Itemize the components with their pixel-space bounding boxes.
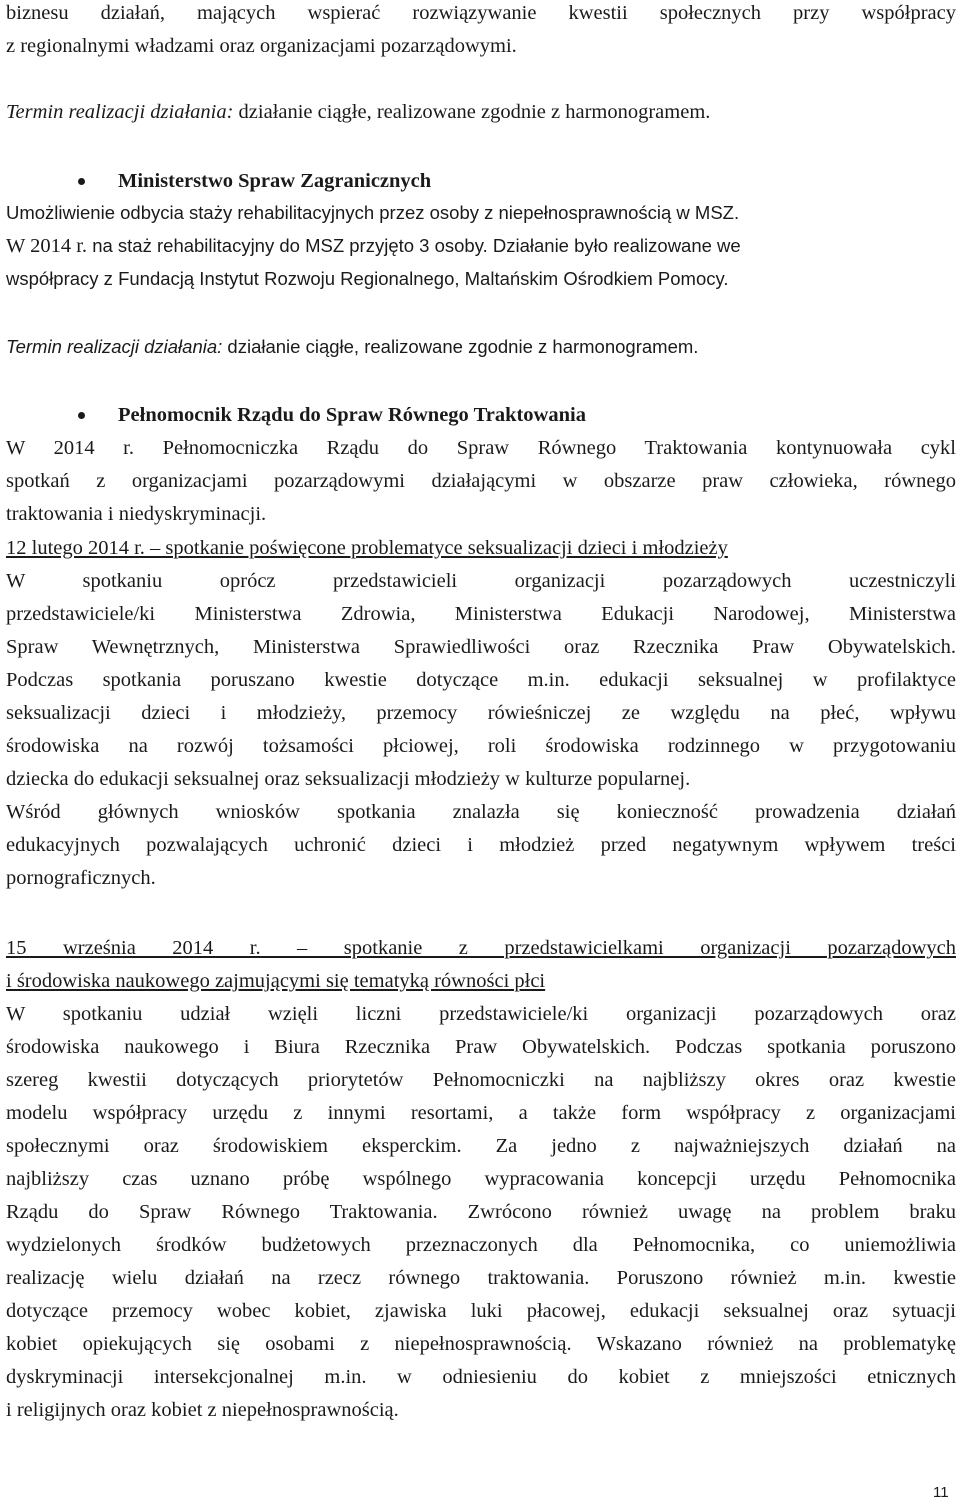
page-number: 11 (933, 1484, 949, 1501)
label-term: Termin realizacji działania: (6, 101, 234, 123)
text-line: środowiska na rozwój tożsamości płciowej, roli środowiska rodzinnego w przygotowaniu (6, 735, 956, 757)
text-line (6, 99, 956, 125)
text-line: Spraw Wewnętrznych, Ministerstwa Sprawiedliwości oraz Rzecznika Praw Obywatelskich. (6, 636, 956, 658)
section-heading: Ministerstwo Spraw Zagranicznych (118, 170, 432, 192)
text-line: traktowania i niedyskryminacji. (6, 503, 267, 525)
text-line: dyskryminacji intersekcjonalnej m.in. w odniesieniu do kobiet z mniejszości etnicznych (6, 1366, 956, 1388)
event-heading: 12 lutego 2014 r. – spotkanie poświęcone problematyce seksualizacji dzieci i młodzieży (6, 537, 728, 559)
event-heading: i środowiska naukowego zajmującymi się tematyką równości płci (6, 970, 546, 992)
text-line: dziecka do edukacji seksualnej oraz seksualizacji młodzieży w kulturze popularnej. (6, 768, 691, 790)
text-line: Rządu do Spraw Równego Traktowania. Zwrócono również uwagę na problem braku (6, 1201, 956, 1223)
term-value: działanie ciągłe, realizowane zgodnie z harmonogramem. (233, 101, 711, 123)
term-value: działanie ciągłe, realizowane zgodnie z harmonogramem. (222, 336, 699, 357)
text-line: spotkań z organizacjami pozarządowymi działającymi w obszarze praw człowieka, równego (6, 470, 956, 492)
event-heading: 15 września 2014 r. – spotkanie z przedstawicielkami organizacji pozarządowych (6, 937, 956, 959)
text-line: modelu współpracy urzędu z innymi resortami, a także form współpracy z organizacjami (6, 1102, 956, 1124)
text-line: W spotkaniu udział wzięli liczni przedstawiciele/ki organizacji pozarządowych oraz (6, 1003, 956, 1025)
text-line: biznesu działań, mających wspierać rozwiązywanie kwestii społecznych przy współpracy (6, 2, 956, 24)
bullet-icon (78, 412, 85, 419)
text-line: społecznymi oraz środowiskiem eksperckim. Za jedno z najważniejszych działań na (6, 1135, 956, 1157)
text-line: W 2014 r. Pełnomocniczka Rządu do Spraw Równego Traktowania kontynuowała cykl (6, 437, 956, 459)
text-line: i religijnych oraz kobiet z niepełnosprawnością. (6, 1399, 399, 1421)
section-heading: Pełnomocnik Rządu do Spraw Równego Traktowania (118, 404, 586, 426)
text-line: seksualizacji dzieci i młodzieży, przemocy rówieśniczej ze względu na płeć, wpływu (6, 702, 956, 724)
bullet-icon (78, 178, 85, 185)
year-text: W 2014 r. (6, 235, 88, 257)
text-line (6, 334, 956, 360)
text-line: współpracy z Fundacją Instytut Rozwoju Regionalnego, Maltańskim Ośrodkiem Pomocy. (6, 268, 729, 289)
label-term: Termin realizacji działania: (6, 336, 223, 357)
text-line: Umożliwienie odbycia staży rehabilitacyjnych przez osoby z niepełnosprawnością w MSZ. (6, 202, 740, 223)
text-line: z regionalnymi władzami oraz organizacjami pozarządowymi. (6, 35, 517, 57)
text-line: szereg kwestii dotyczących priorytetów Pełnomocniczki na najbliższy okres oraz kwestie (6, 1069, 956, 1091)
text-segment: na staż rehabilitacyjny do MSZ przyjęto 3 osoby. Działanie było realizowane we (87, 235, 741, 256)
text-line: realizację wielu działań na rzecz równego traktowania. Poruszono również m.in. kwestie (6, 1267, 956, 1289)
text-line (6, 233, 956, 259)
text-line: Podczas spotkania poruszano kwestie dotyczące m.in. edukacji seksualnej w profilaktyce (6, 669, 956, 691)
text-line: dotyczące przemocy wobec kobiet, zjawiska luki płacowej, edukacji seksualnej oraz sytuacji (6, 1300, 956, 1322)
text-line: przedstawiciele/ki Ministerstwa Zdrowia, Ministerstwa Edukacji Narodowej, Ministerstwa (6, 603, 956, 625)
text-line: najbliższy czas uznano próbę wspólnego wypracowania koncepcji urzędu Pełnomocnika (6, 1168, 956, 1190)
text-line: wydzielonych środków budżetowych przeznaczonych dla Pełnomocnika, co uniemożliwia (6, 1234, 956, 1256)
text-line: pornograficznych. (6, 867, 156, 889)
text-line: kobiet opiekujących się osobami z niepełnosprawnością. Wskazano również na problematykę (6, 1333, 956, 1355)
text-line: środowiska naukowego i Biura Rzecznika Praw Obywatelskich. Podczas spotkania poruszono (6, 1036, 956, 1058)
text-line: W spotkaniu oprócz przedstawicieli organizacji pozarządowych uczestniczyli (6, 570, 956, 592)
text-line: Wśród głównych wniosków spotkania znalazła się konieczność prowadzenia działań (6, 801, 956, 823)
text-line: edukacyjnych pozwalających uchronić dzieci i młodzież przed negatywnym wpływem treści (6, 834, 956, 856)
